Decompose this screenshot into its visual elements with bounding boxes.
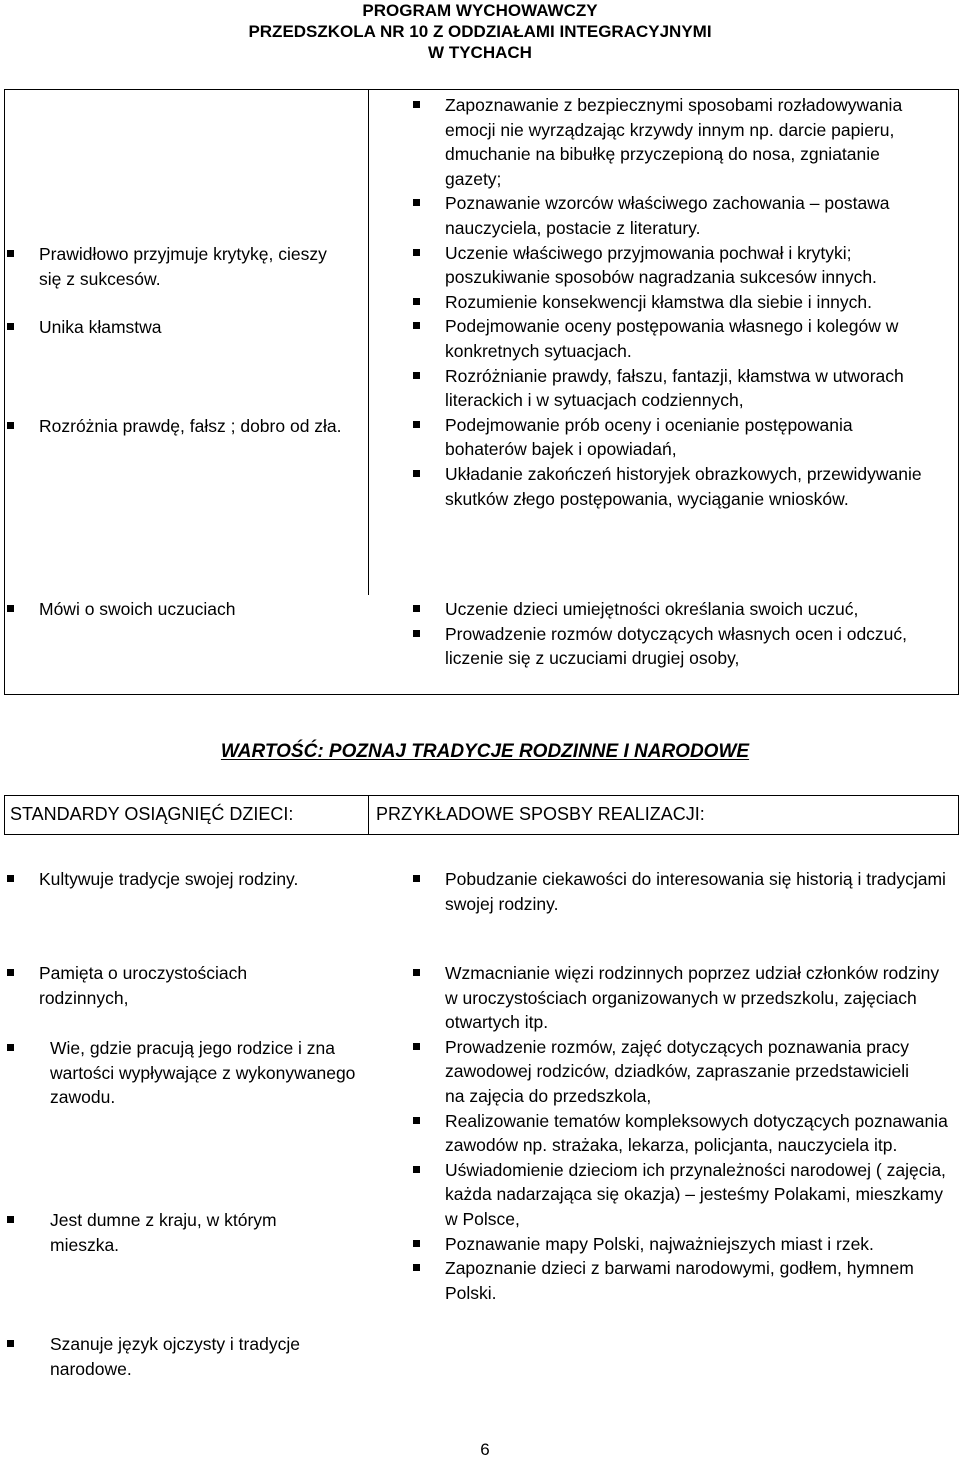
list-item: Wie, gdzie pracują jego rodzice i zna wartości wypływające z wykonywanego zawodu.	[4, 1036, 364, 1110]
list-item: Rozumienie konsekwencji kłamstwa dla siebie i innych.	[410, 290, 930, 315]
table-1-divider	[368, 89, 369, 595]
table-2-head-divider	[368, 795, 369, 835]
document-header	[0, 0, 960, 63]
list-item: Uczenie właściwego przyjmowania pochwał i krytyki; poszukiwanie sposobów nagradzania sukcesów innych.	[410, 241, 930, 290]
table-2-head-right: PRZYKŁADOWE SPOSBY REALIZACJI:	[376, 804, 705, 824]
header-line-1: PROGRAM WYCHOWAWCZY	[362, 1, 598, 20]
header-line-2: PRZEDSZKOLA NR 10 Z ODDZIAŁAMI INTEGRACYJNYMI	[248, 22, 712, 41]
list-item: Pamięta o uroczystościach rodzinnych,	[4, 961, 299, 1010]
list-item: Uświadomienie dzieciom ich przynależności narodowej ( zajęcia, każda nadarzająca się okazja) – jesteśmy Polakami, mieszkamy w Polsce,	[410, 1158, 950, 1232]
list-item: Zapoznanie dzieci z barwami narodowymi, godłem, hymnem Polski.	[410, 1256, 935, 1305]
table-2-row-1-left	[4, 867, 364, 892]
section-title: WARTOŚĆ: POZNAJ TRADYCJE RODZINNE I NARODOWE	[220, 741, 750, 762]
table-2-left-list	[4, 961, 349, 1010]
table-2-left-list	[4, 1208, 344, 1257]
list-item: Unika kłamstwa	[4, 315, 349, 340]
table-2-right-list	[410, 961, 950, 1305]
table-2-head-left: STANDARDY OSIĄGNIĘĆ DZIECI:	[10, 804, 294, 824]
list-item: Poznawanie wzorców właściwego zachowania – postawa nauczyciela, postacie z literatury.	[410, 191, 930, 240]
list-item: Rozróżnianie prawdy, fałszu, fantazji, kłamstwa w utworach literackich i w sytuacjach codziennych,	[410, 364, 930, 413]
list-item: Pobudzanie ciekawości do interesowania się historią i tradycjami swojej rodziny.	[410, 867, 955, 916]
table-2-row-1-right	[410, 867, 955, 916]
list-item: Uczenie dzieci umiejętności określania swoich uczuć,	[410, 597, 955, 622]
table-1-right-list-2	[410, 597, 955, 671]
list-item: Podejmowanie oceny postępowania własnego i kolegów w konkretnych sytuacjach.	[410, 314, 930, 363]
list-item: Prowadzenie rozmów dotyczących własnych ocen i odczuć, liczenie się z uczuciami drugiej osoby,	[410, 622, 925, 671]
list-item: Wzmacnianie więzi rodzinnych poprzez udział członków rodziny w uroczystościach organizowanych w przedszkolu, zajęciach otwartych itp.	[410, 961, 950, 1035]
page-number: 6	[480, 1440, 490, 1459]
list-item: Rozróżnia prawdę, fałsz ; dobro od zła.	[4, 414, 349, 439]
list-item: Realizowanie tematów kompleksowych dotyczących poznawania zawodów np. strażaka, lekarza, policjanta, nauczyciela itp.	[410, 1109, 950, 1158]
list-item: Zapoznawanie z bezpiecznymi sposobami rozładowywania emocji nie wyrządzając krzywdy innym np. darcie papieru, dmuchanie na bibułkę przyczepioną do nosa, zgniatanie gazety;	[410, 93, 930, 191]
list-item: Poznawanie mapy Polski, najważniejszych miast i rzek.	[410, 1232, 925, 1257]
list-item: Prawidłowo przyjmuje krytykę, cieszy się z sukcesów.	[4, 242, 349, 291]
table-1-left-item	[4, 315, 349, 340]
list-item: Jest dumne z kraju, w którym mieszka.	[4, 1208, 344, 1257]
header-line-3: W TYCHACH	[428, 43, 532, 62]
table-1-left-item	[4, 597, 349, 622]
list-item: Mówi o swoich uczuciach	[4, 597, 349, 622]
list-item: Podejmowanie prób oceny i ocenianie postępowania bohaterów bajek i opowiadań,	[410, 413, 930, 462]
table-1-left-item	[4, 414, 349, 439]
table-2-left-list	[4, 1332, 369, 1381]
table-1-left-item	[4, 242, 349, 291]
list-item: Kultywuje tradycje swojej rodziny.	[4, 867, 364, 892]
list-item: Układanie zakończeń historyjek obrazkowych, przewidywanie skutków złego postępowania, wyciąganie wniosków.	[410, 462, 930, 511]
table-2-left-list	[4, 1036, 364, 1110]
list-item: Prowadzenie rozmów, zajęć dotyczących poznawania pracy zawodowej rodziców, dziadków, zapraszanie przedstawicieli na zajęcia do przedszkola,	[410, 1035, 915, 1109]
table-1-right-list	[410, 93, 930, 511]
list-item: Szanuje język ojczysty i tradycje narodowe.	[4, 1332, 369, 1381]
